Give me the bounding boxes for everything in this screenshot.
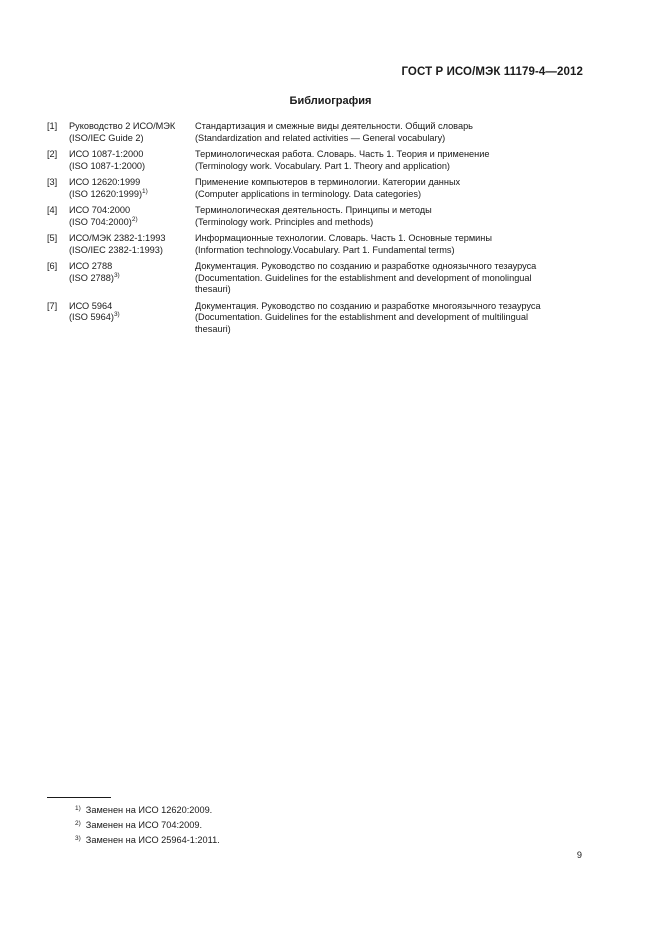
bibliography-entry: [47, 261, 584, 296]
entry-reference: [69, 261, 195, 296]
footnote-reference: 1): [142, 187, 148, 195]
entry-title: [195, 121, 584, 144]
entry-title-line: Документация. Руководство по созданию и разработке одноязычного тезауруса: [195, 261, 537, 271]
entry-title-line: (Terminology work. Vocabulary. Part 1. Theory and application): [195, 160, 450, 171]
entry-number: [1]: [47, 121, 58, 131]
section-title: Библиография: [289, 95, 372, 107]
page-number: 9: [576, 850, 582, 860]
entry-title: [195, 261, 584, 296]
entry-ref-national: ИСО 12620:1999: [69, 177, 141, 187]
entry-ref-national: ИСО/МЭК 2382-1:1993: [69, 233, 166, 243]
bibliography-entry: [47, 233, 584, 256]
entry-title-line: (Computer applications in terminology. Data categories): [195, 188, 422, 199]
bibliography-entry: [47, 301, 584, 336]
entry-ref-national: ИСО 704:2000: [69, 205, 131, 215]
footnote-text: Заменен на ИСО 704:2009.: [85, 820, 203, 830]
entry-title-line: thesauri): [195, 284, 231, 294]
bibliography-entry: [47, 121, 584, 144]
entry-reference: [69, 149, 195, 172]
entry-reference: [69, 301, 195, 336]
entry-reference: [69, 233, 195, 256]
entry-number: [5]: [47, 233, 58, 243]
entry-title-line: Документация. Руководство по созданию и разработке многоязычного тезауруса: [195, 300, 541, 311]
entry-reference: [69, 205, 195, 228]
entry-ref-international: [69, 245, 195, 257]
entry-ref-international: [69, 217, 195, 229]
footnote-divider: [47, 797, 111, 798]
entry-title: [195, 301, 584, 336]
entry-ref-national: ИСО 1087-1:2000: [69, 149, 144, 159]
bibliography-entry: [47, 149, 584, 172]
entry-title: [195, 205, 584, 228]
entry-ref-international: [69, 161, 195, 173]
entry-ref-national: ИСО 5964: [69, 300, 113, 311]
footnote-reference: 2): [131, 215, 138, 223]
entry-title-line: Стандартизация и смежные виды деятельности. Общий словарь: [195, 121, 473, 131]
entry-ref-international-text: (ISO 704:2000): [69, 216, 132, 227]
footnote-text: Заменен на ИСО 25964-1:2011.: [85, 835, 220, 845]
footnote-mark: 1): [75, 805, 81, 812]
footnote-mark: 2): [75, 820, 81, 827]
entry-number: [2]: [47, 149, 58, 159]
footnote-text: Заменен на ИСО 12620:2009.: [85, 805, 213, 815]
entry-title-line: thesauri): [195, 323, 231, 334]
entry-number: [7]: [47, 300, 58, 311]
entry-title-line: (Documentation. Guidelines for the establishment and development of monolingual: [195, 272, 532, 283]
entry-reference: [69, 121, 195, 144]
bibliography-list: [47, 121, 584, 340]
footnote: [75, 817, 220, 832]
entry-ref-international: [69, 273, 195, 285]
entry-title: [195, 177, 584, 200]
entry-title: [195, 149, 584, 172]
entry-ref-international-text: (ISO 2788): [69, 272, 114, 283]
entry-title-line: (Standardization and related activities — General vocabulary): [195, 132, 446, 143]
entry-title-line: Информационные технологии. Словарь. Часть 1. Основные термины: [195, 233, 492, 243]
entry-ref-national: Руководство 2 ИСО/МЭК: [69, 121, 176, 131]
footnote-reference: 3): [113, 271, 120, 279]
entry-title-line: (Documentation. Guidelines for the establishment and development of multilingual: [195, 312, 528, 322]
entry-ref-national: ИСО 2788: [69, 261, 113, 271]
entry-title-line: (Information technology.Vocabulary. Part 1. Fundamental terms): [195, 244, 455, 255]
entry-number: [4]: [47, 205, 58, 215]
entry-title-line: Терминологическая работа. Словарь. Часть 1. Теория и применение: [195, 149, 490, 159]
entry-ref-international: [69, 189, 195, 201]
entry-ref-international-text: (ISO 5964): [69, 312, 114, 322]
entry-reference: [69, 177, 195, 200]
entry-title-line: (Terminology work. Principles and methods): [195, 216, 374, 227]
footnote-reference: 3): [113, 311, 120, 318]
entry-ref-international-text: (ISO/IEC Guide 2): [69, 132, 144, 143]
entry-number: [6]: [47, 261, 58, 271]
bibliography-entry: [47, 177, 584, 200]
entry-ref-international: [69, 133, 195, 145]
entry-title-line: Применение компьютеров в терминологии. Категории данных: [195, 177, 461, 187]
entry-title-line: Терминологическая деятельность. Принципы и методы: [195, 205, 432, 215]
footnote: [75, 802, 220, 817]
entry-number: [3]: [47, 177, 58, 187]
entry-ref-international: [69, 312, 195, 324]
footnote: [75, 832, 220, 847]
entry-title: [195, 233, 584, 256]
entry-ref-international-text: (ISO/IEC 2382-1:1993): [69, 244, 163, 255]
entry-ref-international-text: (ISO 12620:1999): [69, 188, 143, 199]
footnotes: [75, 802, 220, 847]
document-header-code: ГОСТ Р ИСО/МЭК 11179-4—2012: [401, 66, 583, 78]
entry-ref-international-text: (ISO 1087-1:2000): [69, 160, 146, 171]
bibliography-entry: [47, 205, 584, 228]
footnote-mark: 3): [75, 835, 81, 842]
